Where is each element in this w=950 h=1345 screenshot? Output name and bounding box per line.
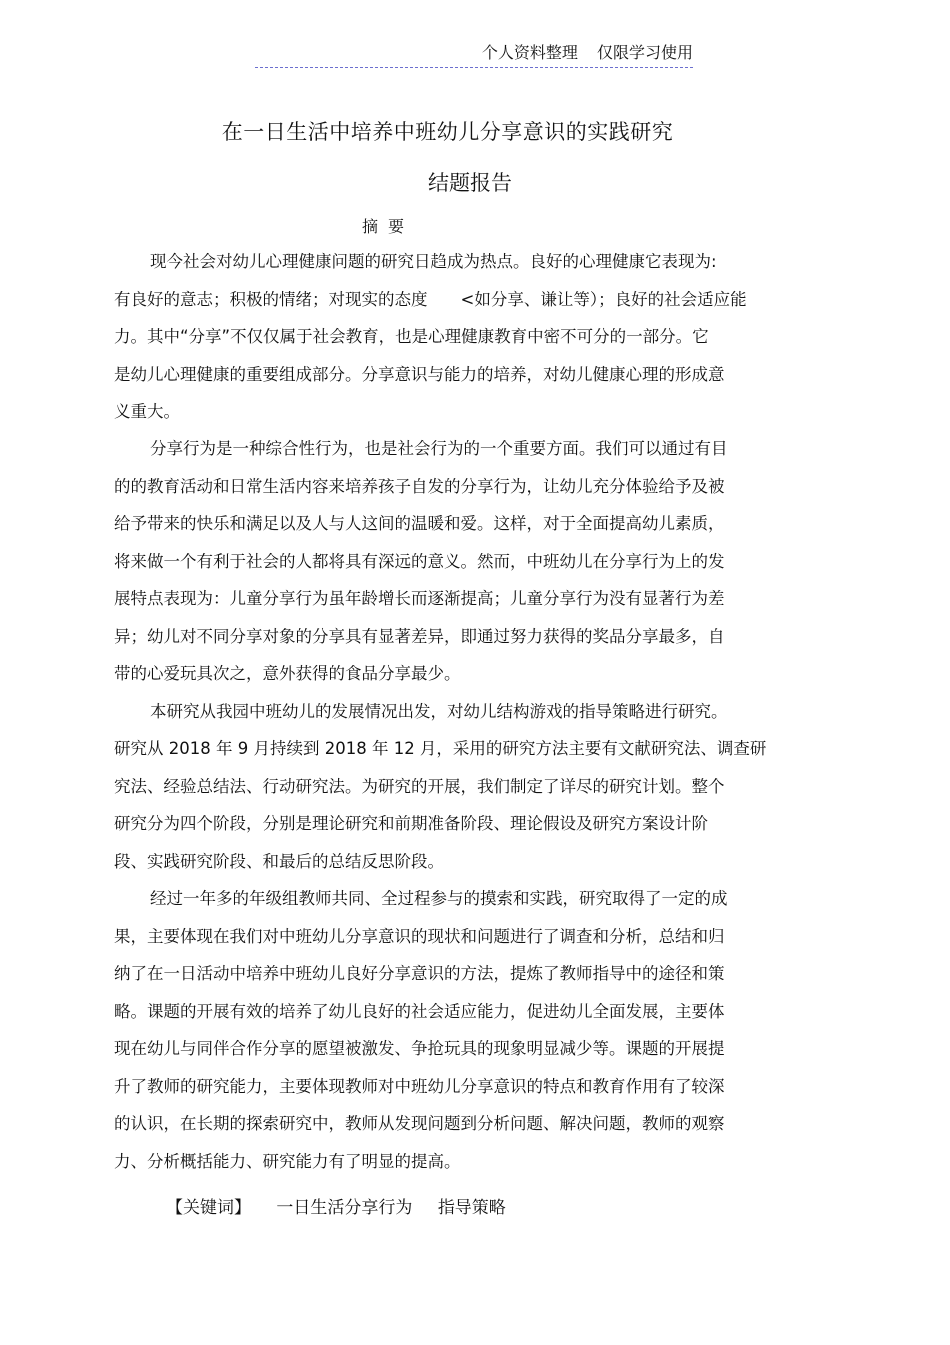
body-line: 果，主要体现在我们对中班幼儿分享意识的现状和问题进行了调查和分析，总结和归 <box>114 927 725 946</box>
header-right-text: 仅限学习使用 <box>596 43 693 62</box>
body-line: 有良好的意志；积极的情绪；对现实的态度 <如分享、谦让等）；良好的社会适应能 <box>114 290 747 309</box>
body-line: 义重大。 <box>114 402 180 421</box>
body-line: 的的教育活动和日常生活内容来培养孩子自发的分享行为，让幼儿充分体验给予及被 <box>114 477 725 496</box>
body-line: 经过一年多的年级组教师共同、全过程参与的摸索和实践，研究取得了一定的成 <box>150 889 728 908</box>
body-line: 给予带来的快乐和满足以及人与人这间的温暖和爱。这样，对于全面提高幼儿素质， <box>114 514 725 533</box>
body-line: 段、实践研究阶段、和最后的总结反思阶段。 <box>114 852 444 871</box>
body-line: 将来做一个有利于社会的人都将具有深远的意义。然而，中班幼儿在分享行为上的发 <box>114 552 725 571</box>
body-line: 研究从 2018 年 9 月持续到 2018 年 12 月，采用的研究方法主要有文献研究法、调查研 <box>114 739 767 758</box>
header-left-text: 个人资料整理 <box>481 43 578 62</box>
keywords-label: 【关键词】 <box>166 1198 251 1218</box>
body-line: 略。课题的开展有效的培养了幼儿良好的社会适应能力，促进幼儿全面发展，主要体 <box>114 1002 725 1021</box>
body-line: 现在幼儿与同伴合作分享的愿望被激发、争抢玩具的现象明显减少等。课题的开展提 <box>114 1039 725 1058</box>
body-line: 本研究从我园中班幼儿的发展情况出发，对幼儿结构游戏的指导策略进行研究。 <box>150 702 728 721</box>
body-line: 分享行为是一种综合性行为，也是社会行为的一个重要方面。我们可以通过有目 <box>150 439 728 458</box>
body-line: 现今社会对幼儿心理健康问题的研究日趋成为热点。良好的心理健康它表现为: <box>150 252 717 271</box>
body-line: 带的心爱玩具次之，意外获得的食品分享最少。 <box>114 664 461 683</box>
body-line: 力。其中“分享”不仅仅属于社会教育，也是心理健康教育中密不可分的一部分。它 <box>114 327 709 346</box>
abstract-heading: 摘要 <box>362 217 415 236</box>
document-subtitle: 结题报告 <box>428 171 512 195</box>
body-line: 是幼儿心理健康的重要组成部分。分享意识与能力的培养，对幼儿健康心理的形成意 <box>114 365 725 384</box>
body-line: 异；幼儿对不同分享对象的分享具有显著差异，即通过努力获得的奖品分享最多，自 <box>114 627 725 646</box>
body-line: 力、分析概括能力、研究能力有了明显的提高。 <box>114 1152 461 1171</box>
keywords-section <box>166 1193 526 1218</box>
document-title: 在一日生活中培养中班幼儿分享意识的实践研究 <box>221 120 674 144</box>
keyword-item: 指导策略 <box>437 1198 506 1218</box>
body-line: 的认识，在长期的探索研究中，教师从发现问题到分析问题、解决问题，教师的观察 <box>114 1114 725 1133</box>
body-line: 研究分为四个阶段，分别是理论研究和前期准备阶段、理论假设及研究方案设计阶 <box>114 814 708 833</box>
body-line: 纳了在一日活动中培养中班幼儿良好分享意识的方法，提炼了教师指导中的途径和策 <box>114 964 725 983</box>
page-header <box>255 40 693 68</box>
body-line: 究法、经验总结法、行动研究法。为研究的开展，我们制定了详尽的研究计划。整个 <box>114 777 725 796</box>
body-line: 展特点表现为：儿童分享行为虽年龄增长而逐渐提高；儿童分享行为没有显著行为差 <box>114 589 725 608</box>
body-line: 升了教师的研究能力，主要体现教师对中班幼儿分享意识的特点和教育作用有了较深 <box>114 1077 725 1096</box>
keyword-item: 一日生活分享行为 <box>276 1198 413 1218</box>
